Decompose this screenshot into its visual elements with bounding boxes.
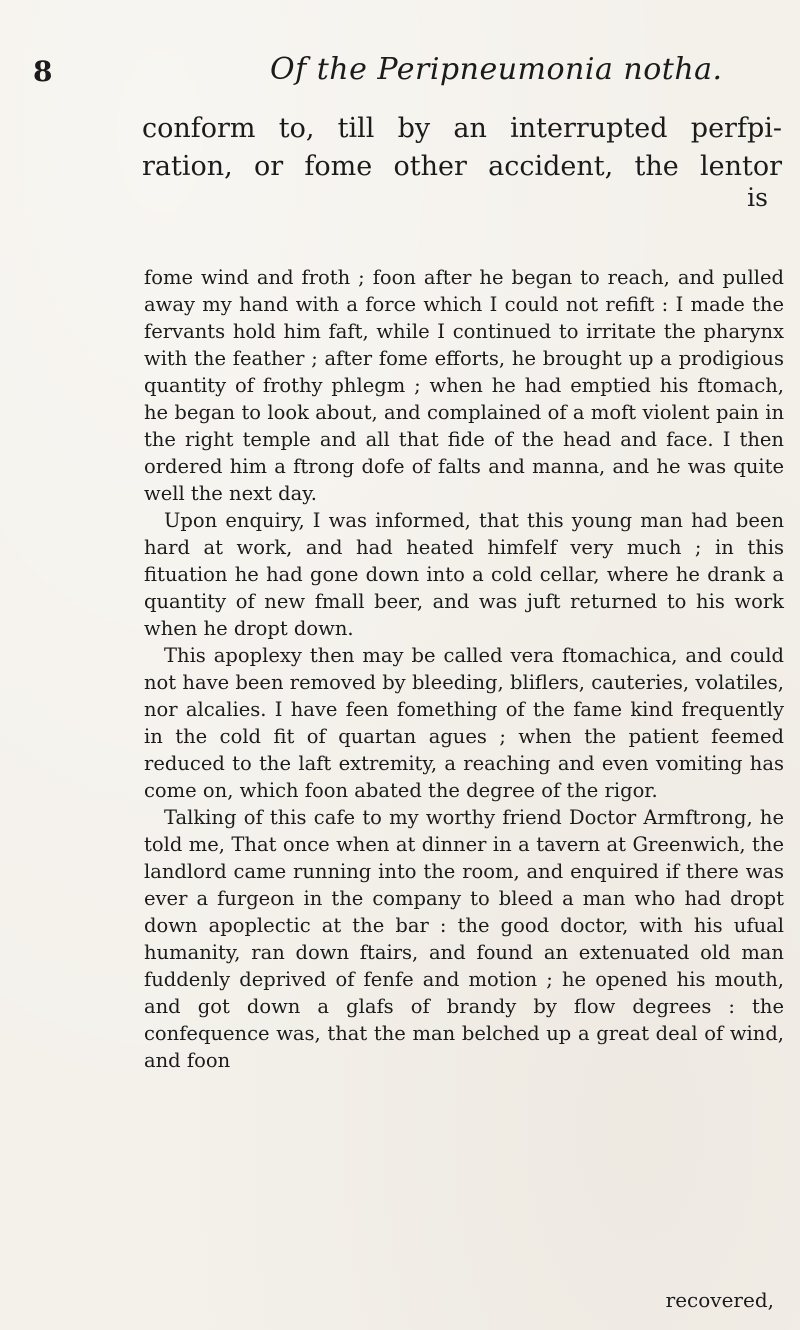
paragraph-4: Talking of this cafe to my worthy friend Doctor Armftrong, he told me, That once when at dinner in a tavern at Greenwich, the landlord came running into the room, and enquired if there was ever a furgeon in the company to bleed a man who had dropt down apoplectic at the bar : the good doctor, with his ufual humanity, ran down ftairs, and found an extenuated old man fuddenly deprived of fenfe and motion ; he opened his mouth, and got down a glafs of brandy by flow degrees : the confequence was, that the man belched up a great deal of wind, and foon	[144, 806, 784, 1072]
carryover-line: conform to, till by an interrupted perfpi-	[142, 113, 782, 144]
paragraph-1: fome wind and froth ; foon after he began to reach, and pulled away my hand with a force which I could not refift : I made the fervants hold him faft, while I continued to irritate the pharynx with the feather ; after fome efforts, he brought up a prodigious quantity of frothy phlegm ; when he had emptied his ftomach, he began to look about, and complained of a moft violent pain in the right temple and all that fide of the head and face. I then ordered him a ftrong dofe of falts and manna, and he was quite well the next day.	[144, 266, 784, 505]
catchword-top: is	[747, 183, 768, 212]
carryover-line: ration, or fome other accident, the lentor	[142, 151, 782, 182]
page-number: 8	[33, 55, 53, 88]
body-text	[144, 264, 784, 1074]
paragraph-2: Upon enquiry, I was informed, that this young man had been hard at work, and had heated himfelf very much ; in this fituation he had gone down into a cold cellar, where he drank a quantity of new fmall beer, and was juft returned to his work when he dropt down.	[144, 509, 784, 640]
carryover-text	[142, 110, 782, 186]
catchword-bottom: recovered,	[665, 1288, 774, 1312]
running-title: Of the Peripneumonia notha.	[270, 52, 723, 87]
paragraph-3: This apoplexy then may be called vera ftomachica, and could not have been removed by bleeding, bliflers, cauteries, volatiles, nor alcalies. I have feen fomething of the fame kind frequently in the cold fit of quartan agues ; when the patient feemed reduced to the laft extremity, a reaching and even vomiting has come on, which foon abated the degree of the rigor.	[144, 644, 784, 802]
